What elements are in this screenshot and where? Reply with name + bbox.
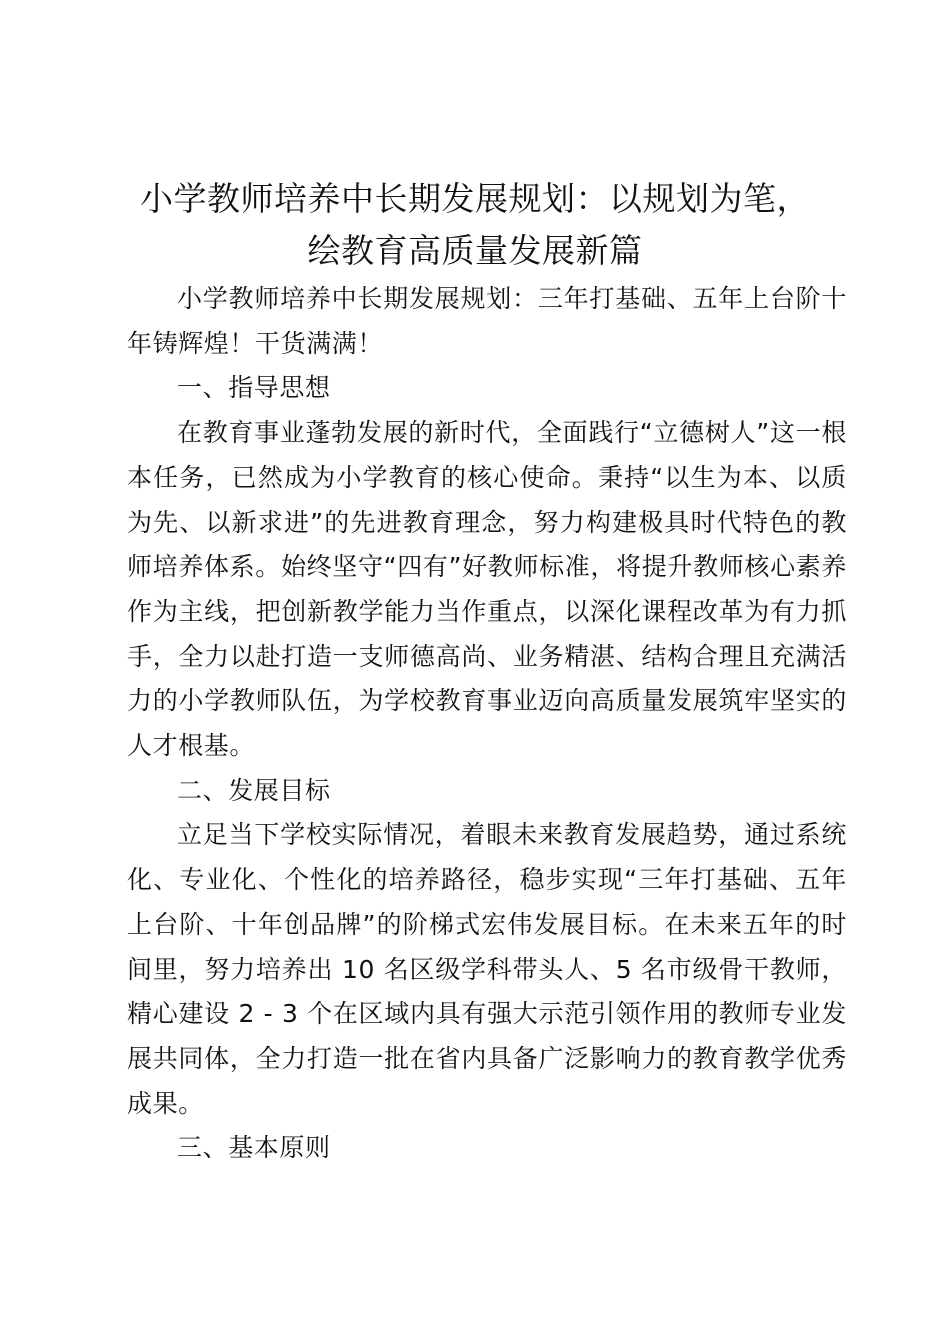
title-line-2: 绘教育高质量发展新篇: [307, 231, 643, 270]
subtitle-paragraph: 小学教师培养中长期发展规划：三年打基础、五年上台阶十年铸辉煌！干货满满！: [127, 284, 847, 358]
section-heading-basic-principles: 三、基本原则: [177, 1133, 331, 1163]
title-line-1: 小学教师培养中长期发展规划：以规划为笔，: [140, 179, 810, 218]
section-body-development-goals: 立足当下学校实际情况，着眼未来教育发展趋势，通过系统化、专业化、个性化的培养路径，稳步实现“三年打基础、五年上台阶、十年创品牌”的阶梯式宏伟发展目标。在未来五年的时间里，努力培养出 10 名区级学科带头人、5 名市级骨干教师，精心建设 2 - 3 个在区域内具有强大示范引领作用的教师专业发展共同体，全力打造一批在省内具备广泛影响力的教育教学优秀成果。: [127, 820, 847, 1118]
section-heading-development-goals: 二、发展目标: [177, 775, 331, 805]
section-body-guiding-ideology: 在教育事业蓬勃发展的新时代，全面践行“立德树人”这一根本任务，已然成为小学教育的核心使命。秉持“以生为本、以质为先、以新求进”的先进教育理念，努力构建极具时代特色的教师培养体系。始终坚守“四有”好教师标准，将提升教师核心素养作为主线，把创新教学能力当作重点，以深化课程改革为有力抓手，全力以赴打造一支师德高尚、业务精湛、结构合理且充满活力的小学教师队伍，为学校教育事业迈向高质量发展筑牢坚实的人才根基。: [127, 418, 847, 761]
section-heading-guiding-ideology: 一、指导思想: [177, 373, 331, 403]
document-title: [100, 173, 850, 277]
document-body: [127, 277, 847, 1171]
